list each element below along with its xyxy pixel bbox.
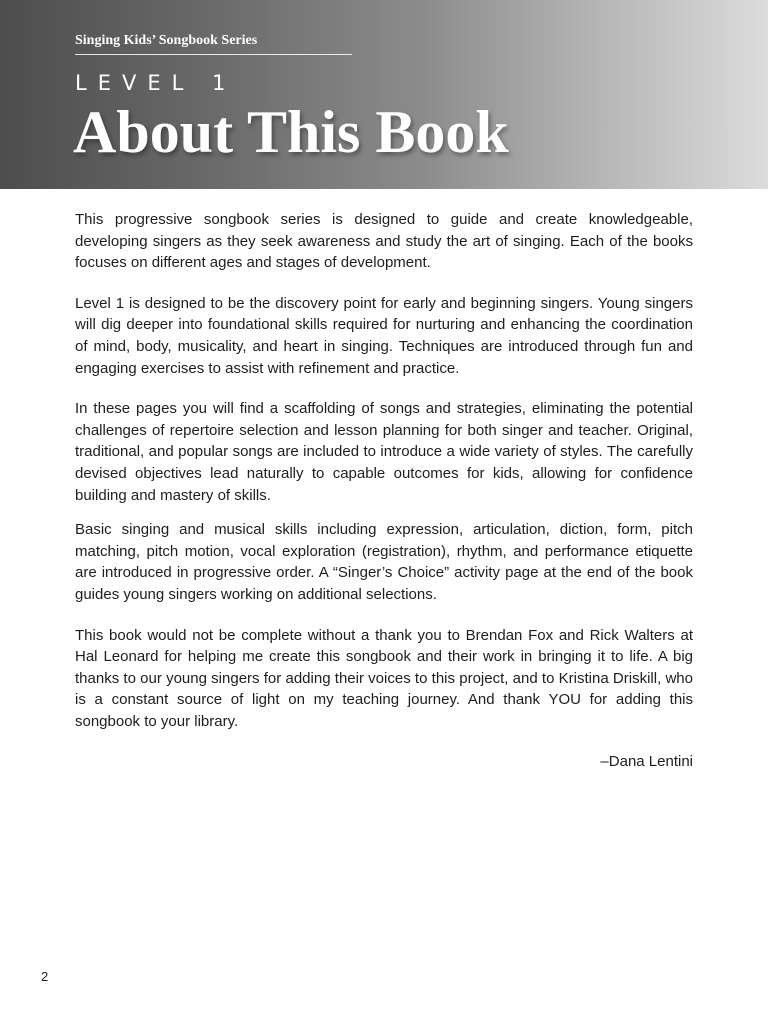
page-number: 2 [41, 969, 49, 984]
author-signature: –Dana Lentini [600, 753, 693, 771]
body-text [75, 209, 693, 770]
paragraph-thanks: This book would not be complete without a thank you to Brendan Fox and Rick Walters at Hal Leonard for helping me create this songbook and their work in bringing it to life. A big thanks to our young singers for adding their voices to this project, and to Kristina Driskill, who is a constant source of light on my teaching journey. And thank YOU for adding this songbook to your library. [75, 626, 693, 730]
level-label: LEVEL 1 [75, 71, 237, 95]
paragraph-level-1: Level 1 is designed to be the discovery point for early and beginning singers. Young singers will dig deeper into foundational skills required for nurturing and enhancing the coordination of mind, body, musicality, and heart in singing. Techniques are introduced through fun and engaging exercises to assist with refinement and practice. [75, 294, 693, 377]
paragraph-intro: This progressive songbook series is designed to guide and create knowledgeable, developing singers as they seek awareness and study the art of singing. Each of the books focuses on different ages and stages of development. [75, 211, 693, 272]
paragraph-scaffolding: In these pages you will find a scaffolding of songs and strategies, eliminating the potential challenges of repertoire selection and lesson planning for both singer and teacher. Original, traditional, and popular songs are included to introduce a wide variety of styles. The carefully devised objectives lead naturally to capable outcomes for kids, allowing for confidence building and mastery of skills. [75, 400, 693, 504]
paragraph-skills: Basic singing and musical skills including expression, articulation, diction, form, pitch matching, pitch motion, vocal exploration (registration), rhythm, and performance etiquette are introduced in progressive order. A “Singer’s Choice” activity page at the end of the book guides young singers working on additional selections. [75, 521, 693, 603]
page-title: About This Book [73, 99, 509, 165]
series-title: Singing Kids’ Songbook Series [75, 33, 352, 55]
header-banner [0, 0, 768, 189]
